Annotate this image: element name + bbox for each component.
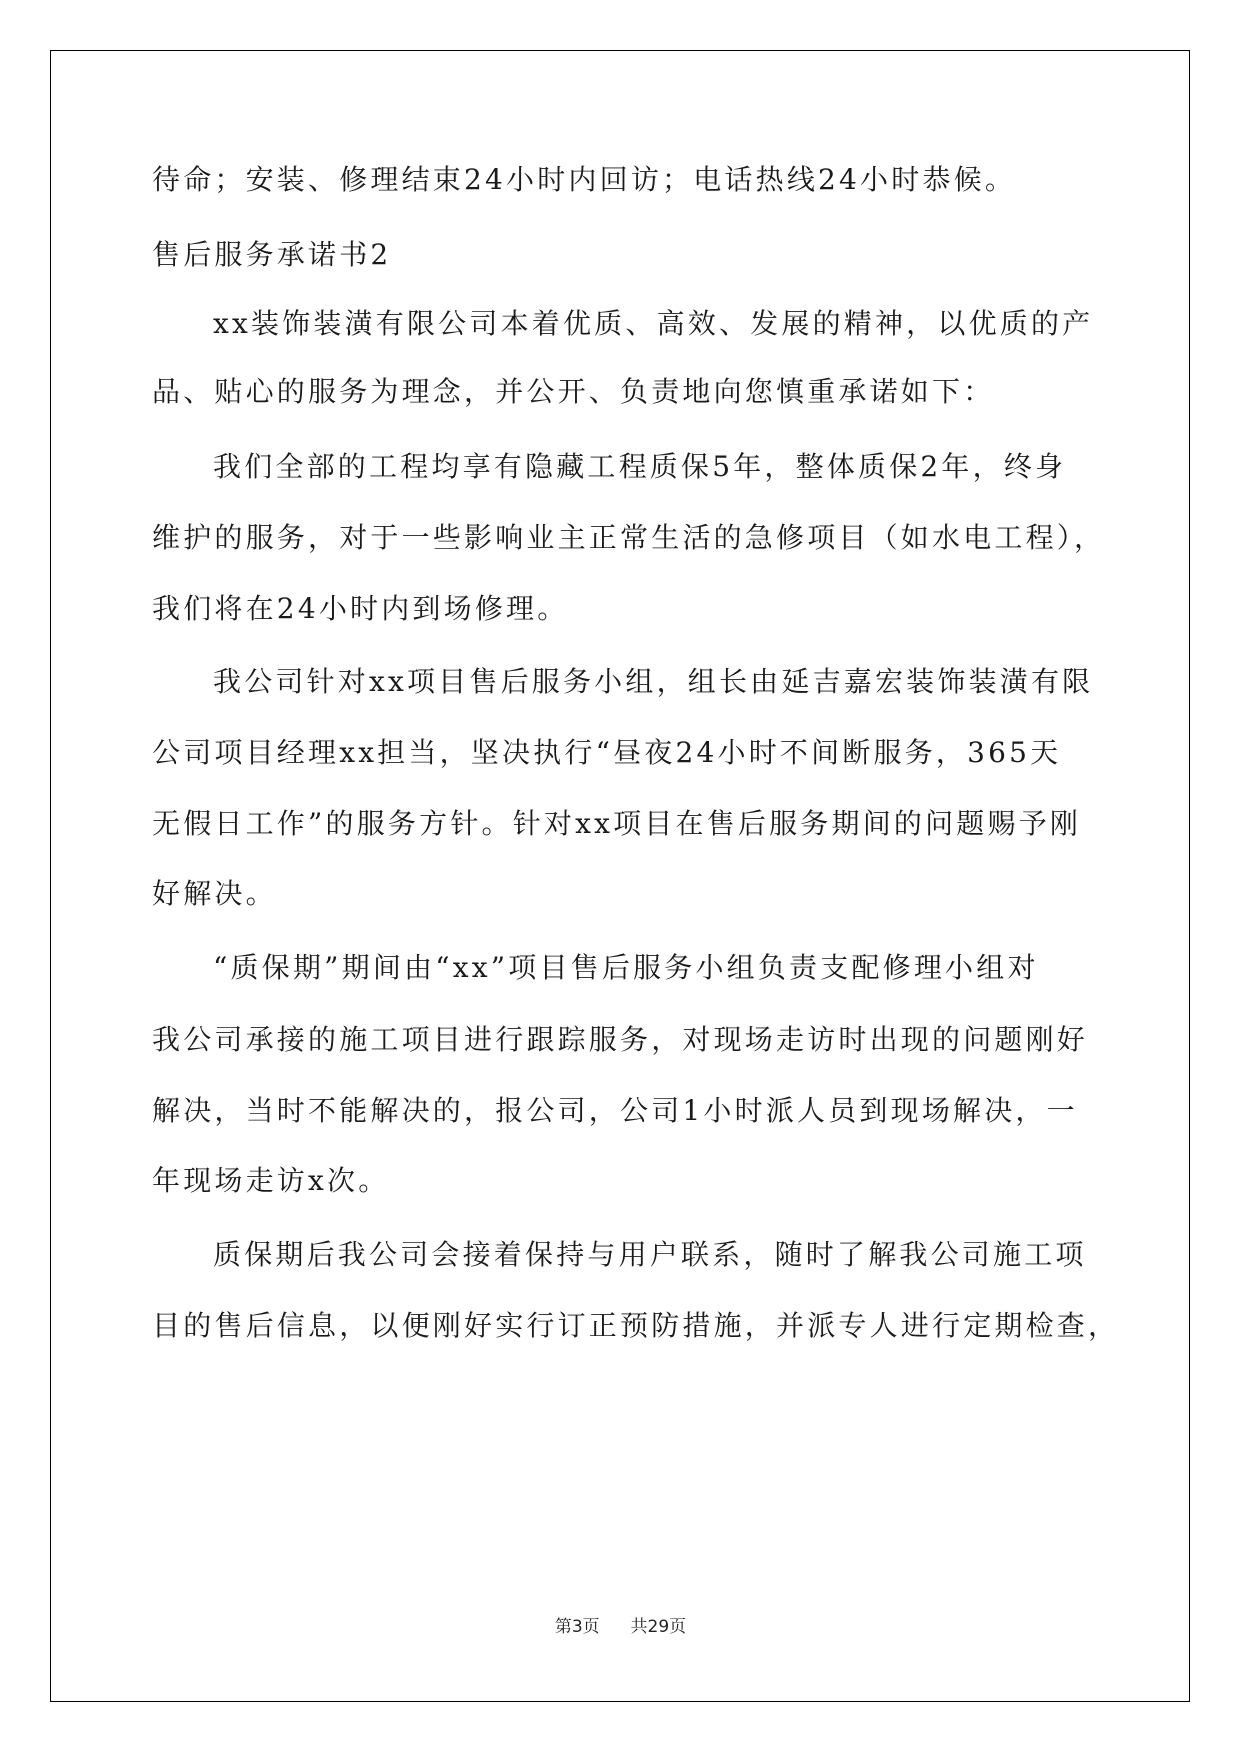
text-line: 公司项目经理xx担当，坚决执行“昼夜24小时不间断服务，365天 [152,736,1062,769]
text-line: 解决，当时不能解决的，报公司，公司1小时派人员到现场解决，一 [152,1094,1078,1127]
text-line: 我公司承接的施工项目进行跟踪服务，对现场走访时出现的问题刚好 [152,1023,1089,1056]
text-line: 品、贴心的服务为理念，并公开、负责地向您慎重承诺如下： [152,375,995,408]
text-line: 质保期后我公司会接着保持与用户联系，随时了解我公司施工项 [213,1238,1087,1271]
text-line: 我公司针对xx项目售后服务小组，组长由延吉嘉宏装饰装潢有限 [213,665,1094,698]
text-line: 好解决。 [152,877,277,910]
text-line: 我们全部的工程均享有隐藏工程质保5年，整体质保2年，终身 [213,450,1067,483]
text-line: 无假日工作”的服务方针。针对xx项目在售后服务期间的问题赐予刚 [152,807,1082,840]
total-pages: 共29页 [630,1617,687,1637]
text-line: 待命；安装、修理结束24小时内回访；电话热线24小时恭候。 [152,163,1017,196]
page-footer [0,1612,1241,1637]
text-line: xx装饰装潢有限公司本着优质、高效、发展的精神，以优质的产 [213,307,1094,340]
text-line: “质保期”期间由“xx”项目售后服务小组负责支配修理小组对 [213,951,1039,984]
text-line: 我们将在24小时内到场修理。 [152,592,569,625]
page-number: 第3页 [554,1617,600,1637]
text-line: 维护的服务，对于一些影响业主正常生活的急修项目（如水电工程）， [152,521,1106,554]
text-line: 目的售后信息，以便刚好实行订正预防措施，并派专人进行定期检查， [152,1309,1120,1342]
section-title: 售后服务承诺书2 [152,238,392,271]
text-line: 年现场走访x次。 [152,1164,390,1197]
